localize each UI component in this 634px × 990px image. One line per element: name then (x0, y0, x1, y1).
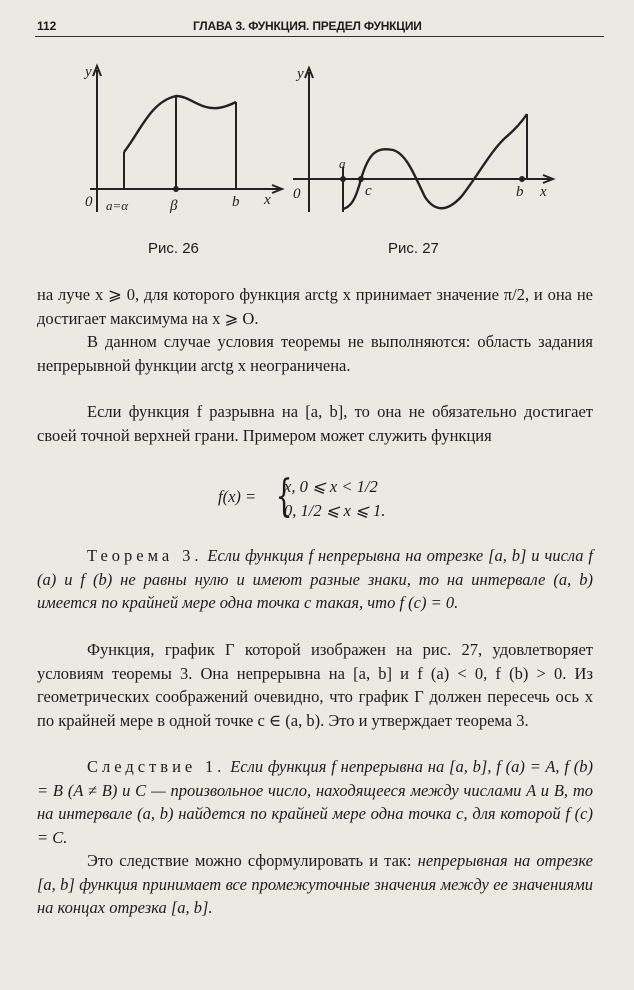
fig26-b-label: b (232, 194, 240, 210)
fig27-origin-label: 0 (293, 186, 301, 202)
figure-27 (285, 62, 560, 227)
formula-case-1: x, 0 ⩽ x < 1/2 (284, 477, 378, 496)
paragraph-5 (37, 849, 593, 920)
figure-26 (60, 62, 285, 227)
fig26-origin-label: 0 (85, 194, 93, 210)
chapter-title: ГЛАВА 3. ФУНКЦИЯ. ПРЕДЕЛ ФУНКЦИИ (193, 19, 422, 33)
page-number: 112 (37, 19, 57, 33)
paragraph-1 (37, 283, 593, 330)
fig26-y-label: y (85, 64, 92, 80)
paragraph-5-italic: непрерывная на отрезке [a, b] функция принимает все промежуточные значения между ее значениями на концах отрезка [a, b]. (37, 851, 593, 917)
fig26-beta-label: β (170, 198, 178, 214)
figure-27-caption: Рис. 27 (388, 240, 439, 257)
formula-lhs: f(x) = (218, 487, 257, 506)
fig27-y-label: y (297, 66, 304, 82)
paragraph-2 (37, 330, 593, 377)
paragraph-3-text: Если функция f разрывна на [a, b], то она не обязательно достигает своей точной верхней грани. Примером может служить функция (37, 402, 593, 445)
corollary-text: Если функция f непрерывна на [a, b], f (a) = A, f (b) = B (A ≠ B) и C — произвольное число, находящееся между числами A и B, то на интервале (a, b) найдется по крайней мере одна точка c, для которой f (c) = C. (37, 757, 593, 847)
corollary-label: Следствие 1. (87, 757, 226, 776)
formula-case-2: 0, 1/2 ⩽ x ⩽ 1. (284, 501, 386, 520)
fig26-x-label: x (264, 192, 271, 208)
fig26-curve (124, 96, 236, 152)
figure-26-caption: Рис. 26 (148, 240, 199, 257)
paragraph-1-text: на луче x ⩾ 0, для которого функция arctg x принимает значение π/2, и она не достигает максимума на x ⩾ O. (37, 285, 593, 328)
paragraph-4 (37, 638, 593, 732)
page-header (35, 14, 604, 37)
piecewise-formula (218, 471, 478, 525)
paragraph-3 (37, 400, 593, 447)
theorem-label: Теорема 3. (87, 546, 203, 565)
fig26-a-label: a=α (106, 198, 129, 213)
paragraph-4-text: Функция, график Г которой изображен на рис. 27, удовлетворяет условиям теоремы 3. Она непрерывна на [a, b] и f (a) < 0, f (b) > 0. Из геометрических соображений очевидно, что график Г должен пересечь ось x по крайней мере в одной точке c ∈ (a, b). Это и утверждает теорема 3. (37, 640, 593, 730)
theorem-text: Если функция f непрерывна на отрезке [a, b] и числа f (a) и f (b) не равны нулю и имеют разные знаки, то на интервале (a, b) имеется по крайней мере одна точка c такая, что f (c) = 0. (37, 546, 594, 612)
paragraph-2-text: В данном случае условия теоремы не выполняются: область задания непрерывной функции arctg x неограничена. (37, 332, 593, 375)
formula-brace: { (275, 471, 293, 522)
paragraph-5-plain: Это следствие можно сформулировать и так: (87, 851, 418, 870)
fig27-b-label: b (516, 184, 524, 200)
corollary-1 (37, 755, 593, 849)
fig27-c-label: c (365, 183, 372, 199)
fig27-a-label: a (339, 156, 346, 171)
fig27-x-label: x (540, 184, 547, 200)
theorem-3 (37, 544, 593, 615)
